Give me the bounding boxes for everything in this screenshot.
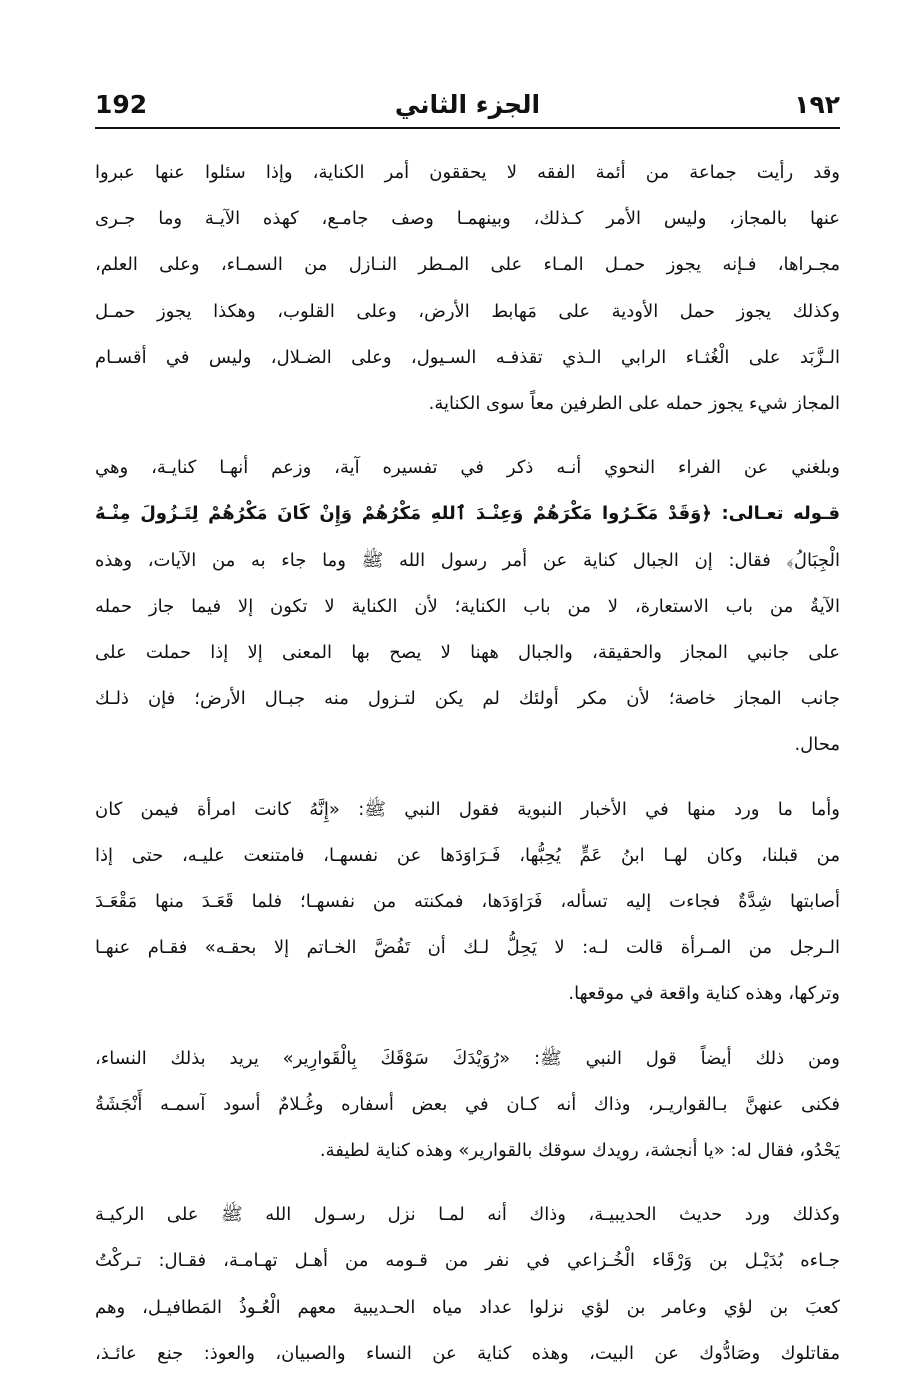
text-line: وأما ما ورد منها في الأخبار النبوية فقول النبي ﷺ: «إِنَّهُ كانت امرأة فيمن كان [95, 798, 840, 820]
text-line: على جانبي المجاز والحقيقة، والجبال ههنا لا يصح بها المعنى إلا إذا حملت على [95, 642, 840, 664]
text-line: الـرجل من المـرأة قالت لـه: لا يَحِلُّ لـك أن تَفُضَّ الخـاتم إلا بحقـه» فقـام عنهـا [95, 937, 840, 959]
text-line: وتركها، وهذه كناية واقعة في موقعها. [568, 983, 840, 1005]
text-line: الآيةُ من باب الاستعارة، لا من باب الكناية؛ لأن الكناية لا تكون إلا فيما جاز حمله [95, 595, 840, 617]
paragraph-gap [95, 427, 840, 445]
text-line: وكذلك ورد حديث الحديبيـة، وذاك أنه لمـا نزل رسـول الله ﷺ على الركيـة [95, 1204, 840, 1226]
paragraph [95, 1036, 840, 1175]
text-line: وكذلك يجوز حمل الأودية على مَهابط الأرض، وعلى القلوب، وهكذا يجوز حمـل [95, 300, 840, 322]
running-title: الجزء الثاني [394, 90, 541, 119]
text-line: مقاتلوك وصَادُّوك عن البيت، وهذه كناية عن النساء والصبيان، والعوذ: جنع عائـذ، [95, 1342, 840, 1364]
body-text [95, 150, 840, 1377]
paragraph [95, 445, 840, 768]
header-rule [95, 127, 840, 129]
page-number-arabic: ١٩٢ [794, 90, 840, 119]
text-line: كعبَ بن لؤي وعامر بن لؤي نزلوا عداد مياه الحـديبية معهم الْعُـوذُ المَطافيـل، وهم [95, 1296, 840, 1318]
text-line: الْجِبَالُ﴾ فقال: إن الجبال كناية عن أمر رسول الله ﷺ وما جاء به من الآيات، وهذه [95, 549, 840, 571]
text-line: المجاز شيء يجوز حمله على الطرفين معاً سوى الكناية. [428, 393, 840, 415]
text-line: وبلغني عن الفراء النحوي أنـه ذكر في تفسيره آية، وزعم أنهـا كنايـة، وهي [95, 457, 840, 479]
text-line: وقد رأيت جماعة من أئمة الفقه لا يحققون أمر الكناية، وإذا سئلوا عنها عبروا [95, 162, 840, 183]
paragraph [95, 787, 840, 1018]
paragraph-gap [95, 1018, 840, 1036]
text-line: مجـراها، فـإنه يجوز حمـل المـاء على المـطر النـازل من السمـاء، وعلى العلم، [95, 254, 840, 276]
paragraph [95, 150, 840, 427]
page-number-latin: 192 [95, 90, 148, 119]
text-line: جانب المجاز خاصة؛ لأن مكر أولئك لم يكن لتـزول منه جبـال الأرض؛ فإن ذلـك [95, 688, 840, 710]
paragraph-gap [95, 769, 840, 787]
text-line: محال. [794, 734, 840, 756]
text-line: من قبلنا، وكان لهـا ابنُ عَمٍّ يُحِبُّها، فَـرَاوَدَها عن نفسهـا، فامتنعت عليـه، حتى إذا [95, 844, 840, 866]
page-header [95, 88, 840, 126]
text-line: الـزَّبَد على الْغُثـاء الرابي الـذي تقذفـه السـيول، وعلى الضـلال، وليس في أقسـام [95, 346, 840, 368]
paragraph-gap [95, 1174, 840, 1192]
text-line: عنها بالمجاز، وليس الأمر كـذلك، وبينهمـا وصف جامـع، كهذه الآيـة وما جـرى [95, 208, 840, 230]
text-line: قـوله تعـالى: ﴿وَقَدْ مَكَـرُوا مَكْرَهُمْ وَعِنْـدَ ٱللهِ مَكْرُهُمْ وَإِنْ كَانَ مَكْرُهُمْ لِتَـزُولَ مِنْـهُ [95, 503, 840, 525]
text-line: أصابتها شِدَّةٌ فجاءت إليه تسأله، فَرَاوَدَها، فمكنته من نفسهـا؛ فلما قَعَـدَ منها مَقْعَـدَ [95, 891, 840, 913]
paragraph [95, 1192, 840, 1377]
text-line: فكنى عنهنَّ بـالقواريـر، وذاك أنه كـان في بعض أسفاره وغُـلامٌ أسود آسمـه أَنْجَشَةُ [95, 1093, 840, 1115]
text-line: يَحْدُو، فقال له: «يا أنجشة، رويدك سوقك بالقوارير» وهذه كناية لطيفة. [319, 1140, 840, 1162]
text-line: جـاءه بُدَيْـل بن وَرْقَاء الْخُـزاعي في نفر من قـومه من أهـل تهـامـة، فقـال: تـركْتُ [95, 1250, 840, 1272]
text-line: ومن ذلك أيضاً قول النبي ﷺ: «رُوَيْدَكَ سَوْقَكَ بِالْقَوارِير» يريد بذلك النساء، [95, 1047, 840, 1069]
